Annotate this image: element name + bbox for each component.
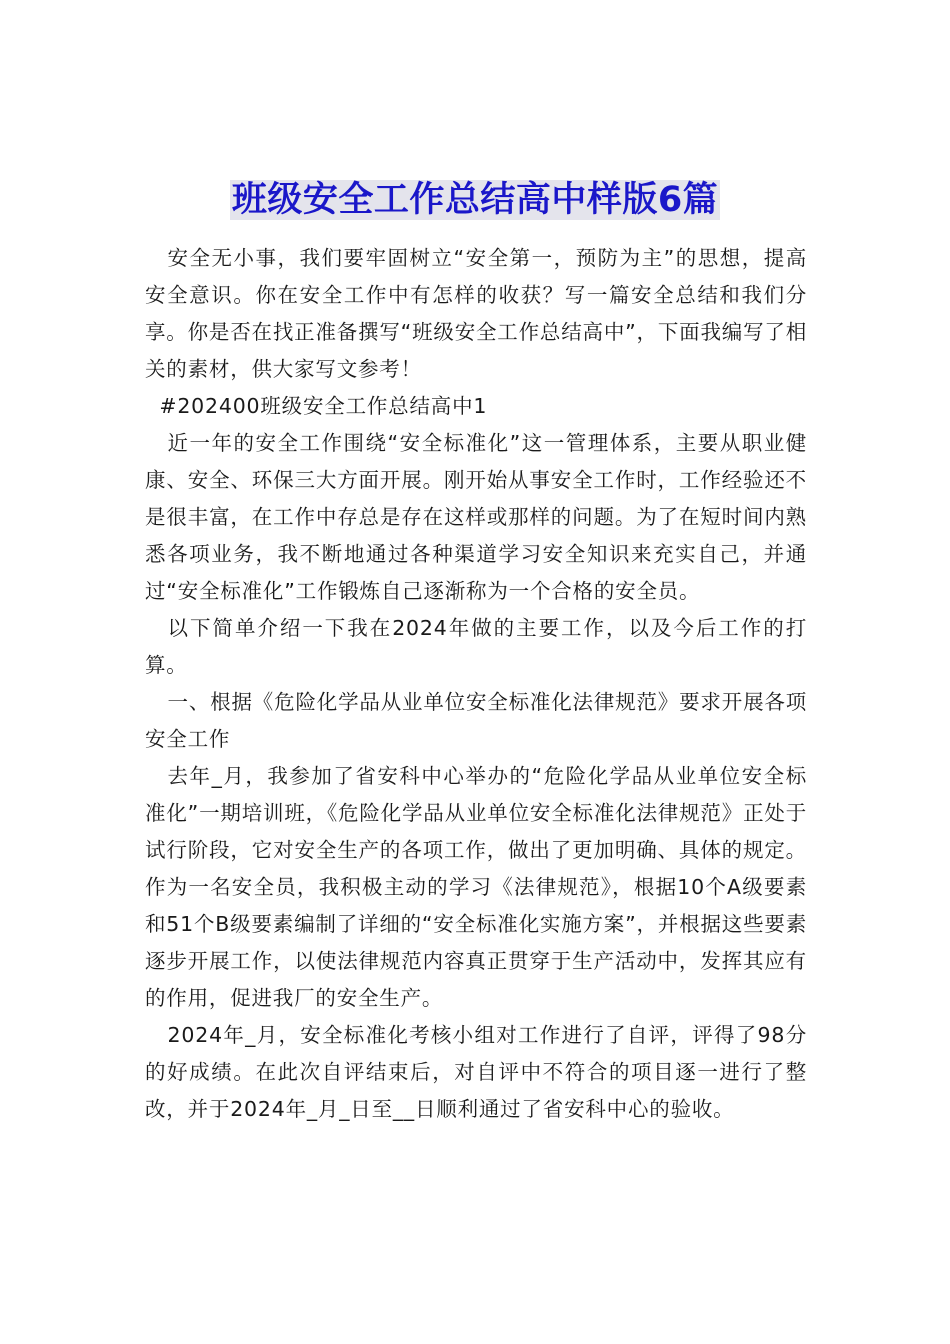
- document-body: [145, 240, 807, 1128]
- intro-paragraph: 安全无小事，我们要牢固树立“安全第一，预防为主”的思想，提高安全意识。你在安全工作中有怎样的收获？写一篇安全总结和我们分享。你是否在找正准备撰写“班级安全工作总结高中”，下面我编写了相关的素材，供大家写文参考！: [145, 246, 807, 381]
- subsection-heading: 一、根据《危险化学品从业单位安全标准化法律规范》要求开展各项安全工作: [145, 690, 807, 751]
- body-paragraph: 去年_月，我参加了省安科中心举办的“危险化学品从业单位安全标准化”一期培训班，《危险化学品从业单位安全标准化法律规范》正处于试行阶段，它对安全生产的各项工作，做出了更加明确、具体的规定。作为一名安全员，我积极主动的学习《法律规范》，根据10个A级要素和51个B级要素编制了详细的“安全标准化实施方案”，并根据这些要素逐步开展工作，以使法律规范内容真正贯穿于生产活动中，发挥其应有的作用，促进我厂的安全生产。: [145, 764, 807, 1010]
- body-paragraph: 以下简单介绍一下我在2024年做的主要工作，以及今后工作的打算。: [145, 616, 807, 677]
- body-paragraph: 2024年_月，安全标准化考核小组对工作进行了自评，评得了98分的好成绩。在此次自评结束后，对自评中不符合的项目逐一进行了整改，并于2024年_月_日至__日顺利通过了省安科中心的验收。: [145, 1023, 807, 1121]
- document-title: 班级安全工作总结高中样版6篇: [231, 180, 719, 220]
- section-heading: #202400班级安全工作总结高中1: [159, 394, 488, 418]
- body-paragraph: 近一年的安全工作围绕“安全标准化”这一管理体系，主要从职业健康、安全、环保三大方面开展。刚开始从事安全工作时，工作经验还不是很丰富，在工作中存总是存在这样或那样的问题。为了在短时间内熟悉各项业务，我不断地通过各种渠道学习安全知识来充实自己，并通过“安全标准化”工作锻炼自己逐渐称为一个合格的安全员。: [145, 431, 807, 603]
